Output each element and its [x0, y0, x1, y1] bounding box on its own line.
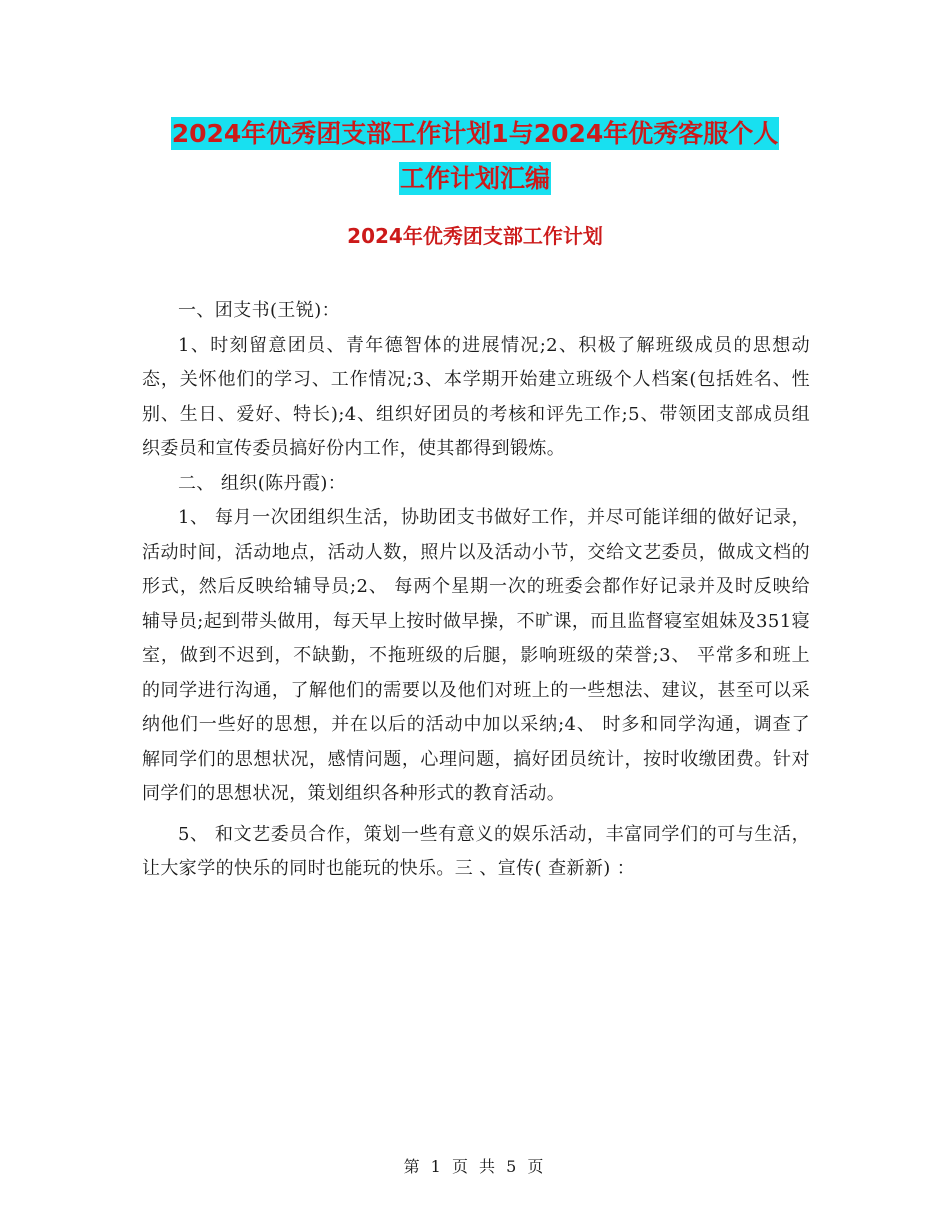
paragraph-2: 1、 每月一次团组织生活，协助团支书做好工作，并尽可能详细的做好记录，活动时间，活动地点，活动人数，照片以及活动小节，交给文艺委员，做成文档的形式，然后反映给辅导员;2、 每两个星期一次的班委会都作好记录并及时反映给辅导员;起到带头做用，每天早上按时做早操，不旷课，而且监督寝室姐妹及351寝室，做到不迟到，不缺勤，不拖班级的后腿，影响班级的荣誉;3、 平常多和班上的同学进行沟通，了解他们的需要以及他们对班上的一些想法、建议，甚至可以采纳他们一些好的思想，并在以后的活动中加以采纳;4、 时多和同学沟通，调查了解同学们的思想状况，感情问题，心理问题，搞好团员统计，按时收缴团费。针对同学们的思想状况，策划组织各种形式的教育活动。: [142, 507, 810, 804]
document-body: [142, 294, 810, 887]
page-number-footer: 第 1 页 共 5 页: [403, 1157, 547, 1176]
paragraph-heading-2: 二、 组织(陈丹霞)：: [178, 472, 347, 494]
document-title-line-2: 工作计划汇编: [399, 164, 550, 193]
paragraph-1: 1、时刻留意团员、青年德智体的进展情况;2、积极了解班级成员的思想动态，关怀他们的学习、工作情况;3、本学期开始建立班级个人档案(包括姓名、性别、生日、爱好、特长);4、组织好团员的考核和评先工作;5、带领团支部成员组织委员和宣传委员搞好份内工作，使其都得到锻炼。: [142, 334, 810, 459]
section-title: 2024年优秀团支部工作计划: [347, 224, 603, 248]
paragraph-heading-1: 一、团支书(王锐)：: [178, 300, 341, 321]
document-title: [130, 111, 820, 201]
document-title-line-1: 2024年优秀团支部工作计划1与2024年优秀客服个人: [171, 119, 779, 148]
paragraph-3: 5、 和文艺委员合作，策划一些有意义的娱乐活动，丰富同学们的可与生活，让大家学的快乐的同时也能玩的快乐。三 、宣传( 查新新) ：: [142, 823, 810, 879]
